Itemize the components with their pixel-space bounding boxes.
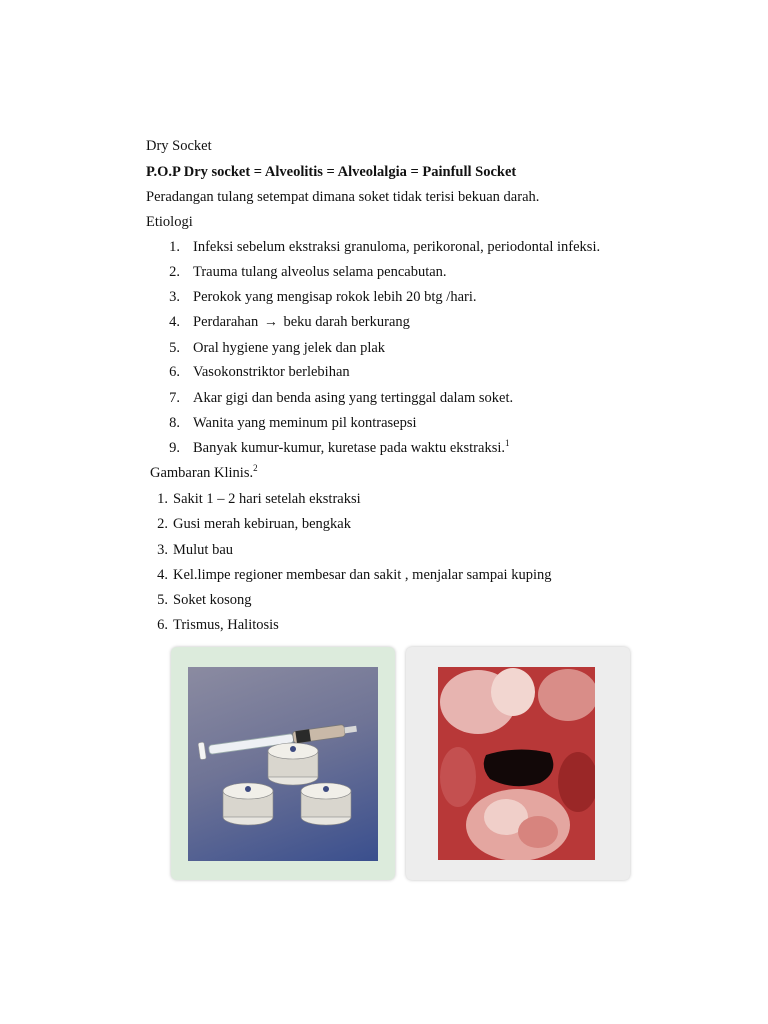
list-item: Wanita yang meminum pil kontrasepsi	[193, 415, 417, 431]
klinis-heading-text: Gambaran Klinis.	[150, 465, 254, 481]
list-item-text-after: beku darah berkurang	[283, 314, 410, 330]
dry-socket-illustration	[438, 667, 595, 860]
list-item-number: 6.	[169, 364, 180, 380]
list-item: Gusi merah kebiruan, bengkak	[173, 516, 351, 532]
list-item: Trauma tulang alveolus selama pencabutan.	[193, 264, 447, 280]
list-item	[193, 313, 410, 332]
syringe-product-photo	[188, 667, 378, 861]
arrow-right-icon: →	[263, 315, 278, 330]
list-item: Infeksi sebelum ekstraksi granuloma, perikoronal, periodontal infeksi.	[193, 239, 601, 255]
syringe-illustration	[188, 667, 378, 861]
list-item-number: 3.	[169, 289, 180, 305]
list-item: Oral hygiene yang jelek dan plak	[193, 340, 386, 356]
list-item: Perokok yang mengisap rokok lebih 20 btg /hari.	[193, 289, 477, 305]
list-item-number: 9.	[169, 440, 180, 456]
list-item: Kel.limpe regioner membesar dan sakit , menjalar sampai kuping	[173, 567, 552, 583]
definition-text: Peradangan tulang setempat dimana soket tidak terisi bekuan darah.	[146, 189, 540, 205]
list-item-number: 4.	[169, 314, 180, 330]
list-item: Soket kosong	[173, 592, 252, 608]
etiologi-heading: Etiologi	[146, 214, 193, 230]
dry-socket-clinical-photo	[438, 667, 595, 860]
list-item-number: 1.	[169, 239, 180, 255]
list-item-text-before: Perdarahan	[193, 314, 259, 330]
figure-frame-right	[406, 647, 630, 880]
figure-frame-left	[171, 647, 395, 880]
list-item	[193, 439, 510, 457]
list-item-number: 8.	[169, 415, 180, 431]
list-item-number: 3.	[157, 542, 168, 558]
doc-subtitle: P.O.P Dry socket = Alveolitis = Alveolalgia = Painfull Socket	[146, 164, 517, 180]
list-item-number: 2.	[157, 516, 168, 532]
list-item: Trismus, Halitosis	[173, 617, 279, 633]
list-item-number: 7.	[169, 390, 180, 406]
list-item-number: 2.	[169, 264, 180, 280]
list-item: Akar gigi dan benda asing yang tertinggal dalam soket.	[193, 390, 514, 406]
klinis-heading	[150, 464, 258, 482]
list-item: Mulut bau	[173, 542, 234, 558]
list-item-number: 1.	[157, 491, 168, 507]
list-item: Vasokonstriktor berlebihan	[193, 364, 350, 380]
citation-superscript: 1	[505, 438, 510, 449]
citation-superscript: 2	[253, 463, 258, 474]
doc-title: Dry Socket	[146, 138, 212, 154]
list-item-number: 5.	[157, 592, 168, 608]
list-item-number: 4.	[157, 567, 168, 583]
list-item: Sakit 1 – 2 hari setelah ekstraksi	[173, 491, 361, 507]
list-item-number: 6.	[157, 617, 168, 633]
list-item-number: 5.	[169, 340, 180, 356]
list-item-text: Banyak kumur-kumur, kuretase pada waktu ekstraksi.	[193, 440, 505, 456]
